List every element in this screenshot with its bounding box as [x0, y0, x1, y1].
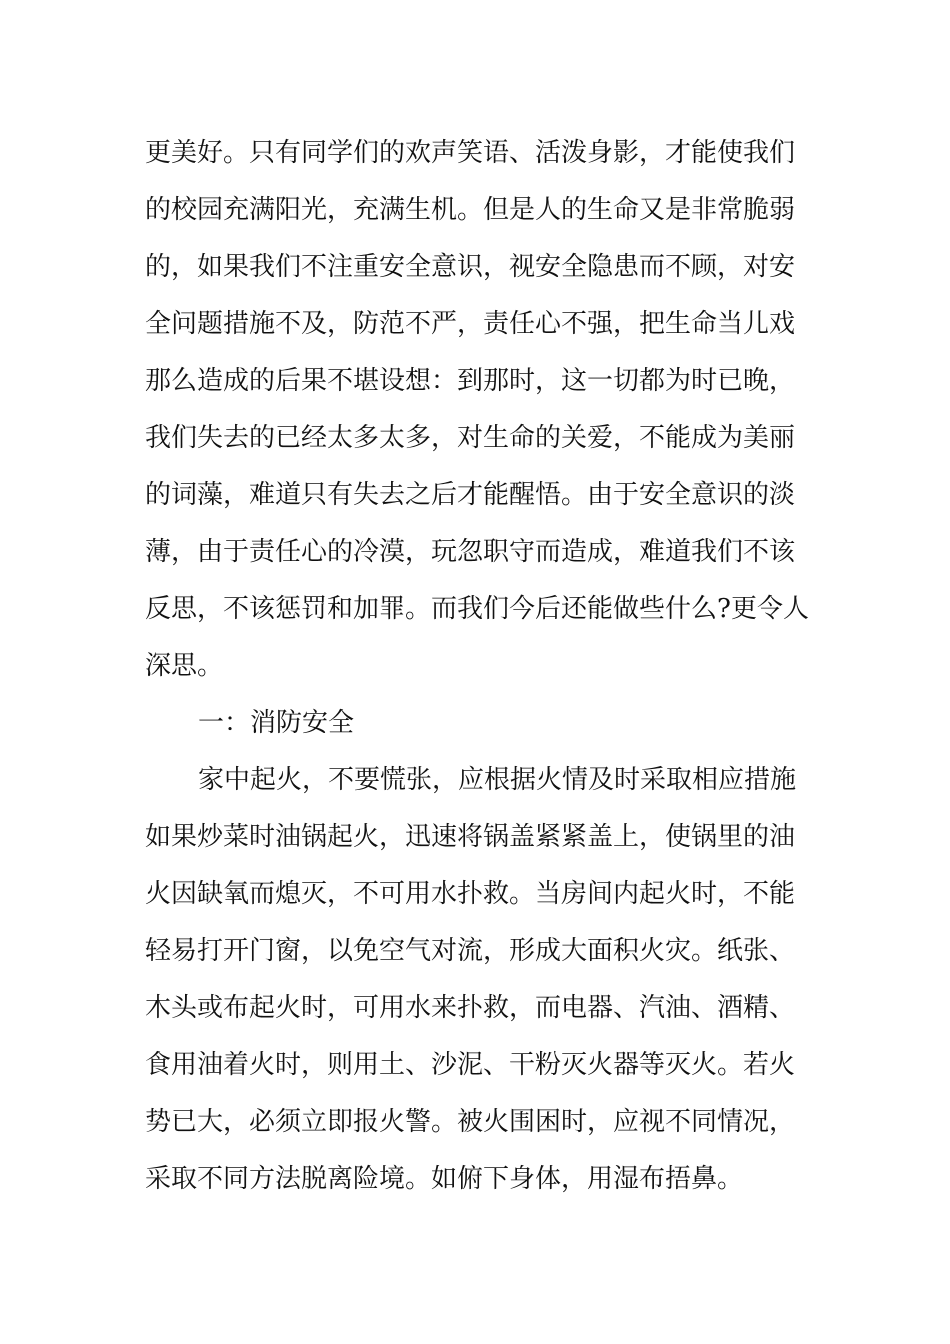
paragraph-fire-safety: [145, 752, 809, 1208]
document-body: [145, 125, 809, 1208]
text-line: 更美好。只有同学们的欢声笑语、活泼身影，才能使我们: [145, 138, 796, 168]
text-line: 的词藻，难道只有失去之后才能醒悟。由于安全意识的淡: [145, 480, 796, 510]
text-line: 家中起火，不要慌张，应根据火情及时采取相应措施: [198, 765, 797, 795]
text-line: 采取不同方法脱离险境。如俯下身体，用湿布捂鼻。: [145, 1164, 744, 1194]
text-line: 的校园充满阳光，充满生机。但是人的生命又是非常脆弱: [145, 195, 796, 225]
text-line: 我们失去的已经太多太多，对生命的关爱，不能成为美丽: [145, 423, 796, 453]
text-line: 薄，由于责任心的冷漠，玩忽职守而造成，难道我们不该: [145, 537, 796, 567]
text-line: 如果炒菜时油锅起火，迅速将锅盖紧紧盖上，使锅里的油: [145, 822, 796, 852]
text-line: 那么造成的后果不堪设想：到那时，这一切都为时已晚，: [145, 366, 796, 396]
text-line: 全问题措施不及，防范不严，责任心不强，把生命当儿戏: [145, 309, 796, 339]
text-line: 食用油着火时，则用土、沙泥、干粉灭火器等灭火。若火: [145, 1050, 796, 1080]
text-line: 深思。: [145, 651, 224, 681]
section-heading: 一：消防安全: [198, 708, 355, 738]
paragraph-intro: [145, 125, 809, 695]
text-line: 轻易打开门窗，以免空气对流，形成大面积火灾。纸张、: [145, 936, 796, 966]
text-line: 势已大，必须立即报火警。被火围困时，应视不同情况，: [145, 1107, 796, 1137]
text-line: 的，如果我们不注重安全意识，视安全隐患而不顾，对安: [145, 252, 796, 282]
text-line: 木头或布起火时，可用水来扑救，而电器、汽油、酒精、: [145, 993, 796, 1023]
text-line: 火因缺氧而熄灭，不可用水扑救。当房间内起火时，不能: [145, 879, 796, 909]
text-line: 反思，不该惩罚和加罪。而我们今后还能做些什么?更令人: [145, 594, 809, 624]
